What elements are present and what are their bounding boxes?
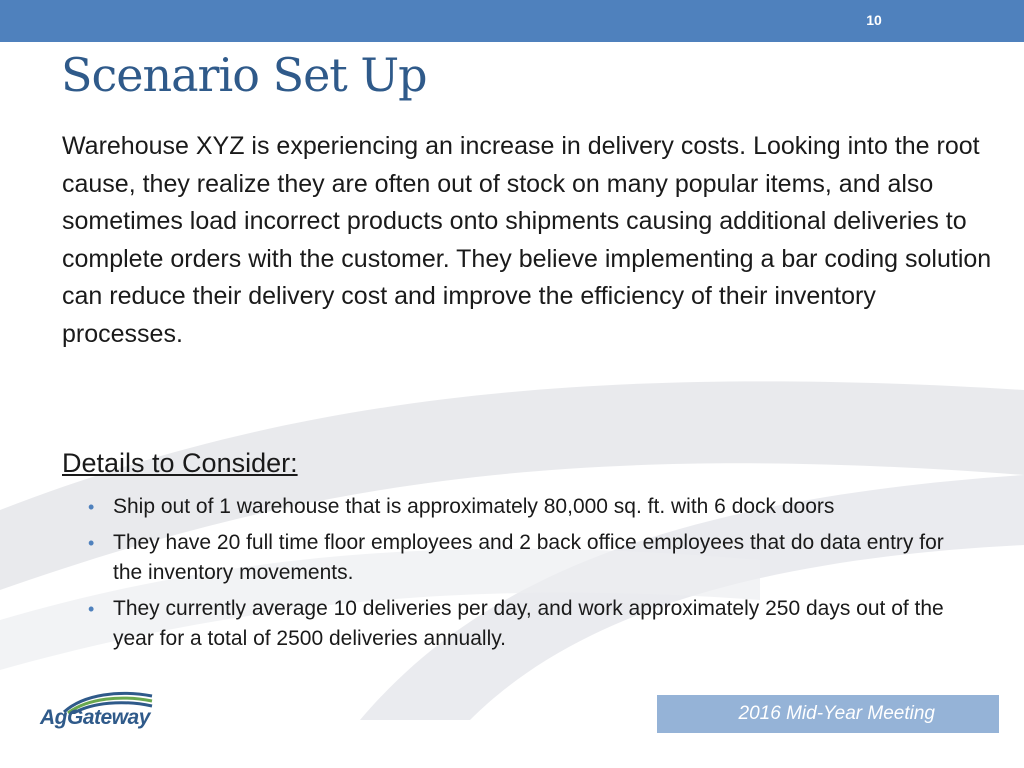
details-bullet-list bbox=[88, 492, 968, 660]
list-item bbox=[88, 528, 968, 588]
bullet-icon: • bbox=[88, 599, 95, 619]
details-heading: Details to Consider: bbox=[62, 448, 298, 478]
bullet-text: Ship out of 1 warehouse that is approximately 80,000 sq. ft. with 6 dock doors bbox=[113, 495, 835, 518]
bullet-text: They currently average 10 deliveries per day, and work approximately 250 days out of the year for a total of 2500 deliveries annually. bbox=[113, 597, 944, 650]
bullet-text: They have 20 full time floor employees and 2 back office employees that do data entry for the inventory movements. bbox=[113, 531, 944, 584]
list-item bbox=[88, 492, 968, 522]
bullet-icon: • bbox=[88, 497, 95, 517]
slide-number: 10 bbox=[866, 12, 882, 28]
list-item bbox=[88, 594, 968, 654]
meeting-label: 2016 Mid-Year Meeting bbox=[738, 703, 935, 724]
aggateway-logo bbox=[40, 688, 160, 740]
intro-paragraph: Warehouse XYZ is experiencing an increase in delivery costs. Looking into the root cause, they realize they are often out of stock on many popular items, and also sometimes load incorrect products onto shipments causing additional deliveries to complete orders with the customer. They believe implementing a bar coding solution can reduce their delivery cost and improve the efficiency of their inventory processes. bbox=[62, 132, 992, 348]
slide-title: Scenario Set Up bbox=[61, 48, 427, 102]
bullet-icon: • bbox=[88, 533, 95, 553]
logo-text: AgGateway bbox=[40, 706, 150, 729]
top-banner bbox=[0, 0, 1024, 42]
meeting-label-box bbox=[657, 695, 999, 733]
